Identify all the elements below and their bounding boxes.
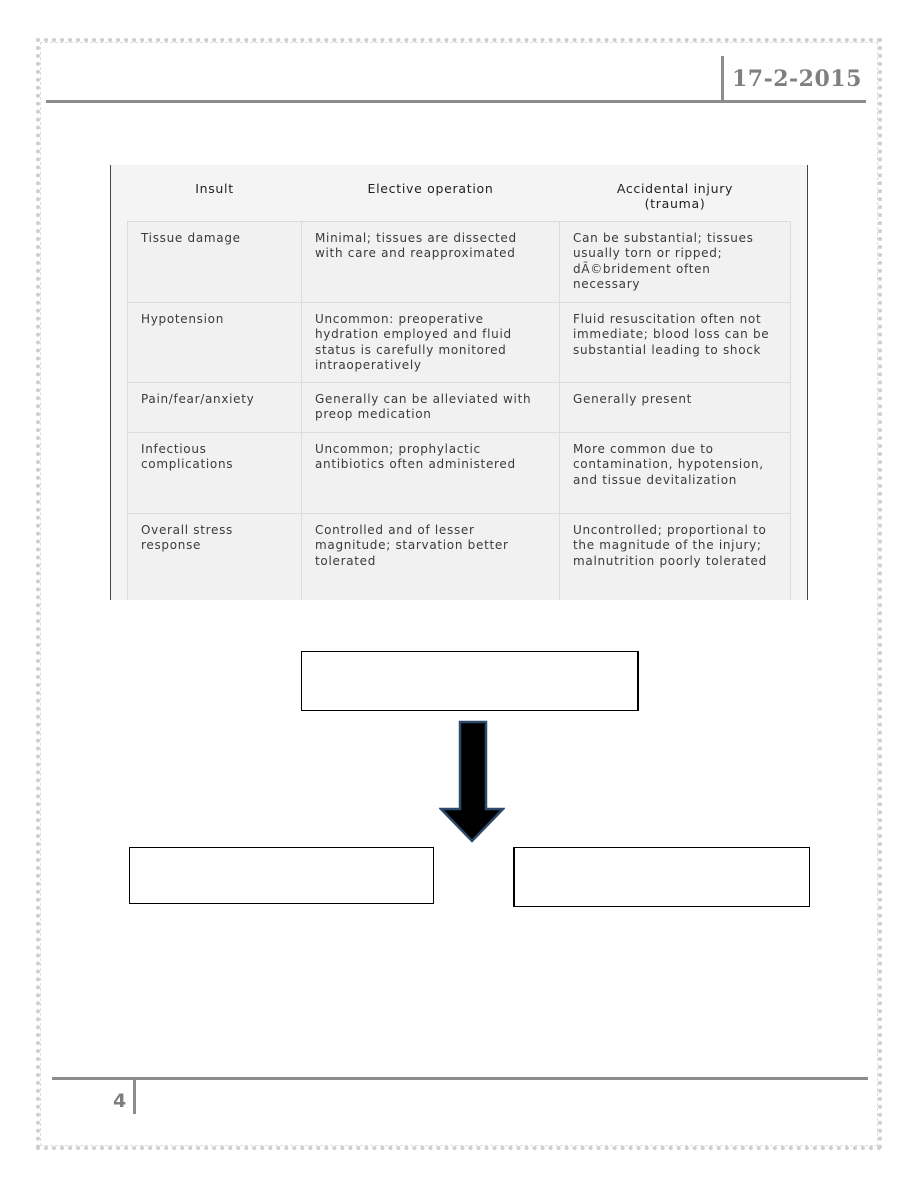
cell-insult: Overall stress response	[128, 514, 302, 601]
cell-elective: Controlled and of lesser magnitude; starvation better tolerated	[302, 514, 560, 601]
cell-accidental: Generally present	[560, 383, 791, 433]
cell-insult: Infectious complications	[128, 433, 302, 514]
comparison-table	[127, 173, 791, 600]
cell-elective: Uncommon; prophylactic antibiotics often administered	[302, 433, 560, 514]
column-header-elective: Elective operation	[367, 181, 494, 196]
column-header-insult: Insult	[195, 181, 234, 196]
column-header-accidental: Accidental injury (trauma)	[616, 181, 734, 211]
table-header-row	[128, 173, 791, 222]
cell-insult: Pain/fear/anxiety	[128, 383, 302, 433]
footer-divider	[133, 1077, 136, 1114]
flow-right-box	[513, 847, 810, 907]
page-number: 4	[113, 1090, 127, 1112]
table-row	[128, 383, 791, 433]
cell-accidental: Fluid resuscitation often not immediate; blood loss can be substantial leading to shock	[560, 303, 791, 383]
stress-comparison-table	[110, 165, 808, 600]
header-divider	[721, 56, 724, 102]
down-arrow-icon	[439, 720, 505, 844]
cell-insult: Tissue damage	[128, 222, 302, 303]
header-date: 17-2-2015	[732, 66, 862, 92]
flow-top-box	[301, 651, 639, 711]
cell-accidental: More common due to contamination, hypotension, and tissue devitalization	[560, 433, 791, 514]
down-arrow-shape	[441, 722, 503, 841]
footer-rule	[52, 1077, 868, 1080]
header-rule	[46, 100, 866, 103]
table-row	[128, 303, 791, 383]
cell-accidental: Uncontrolled; proportional to the magnitude of the injury; malnutrition poorly tolerated	[560, 514, 791, 601]
cell-insult: Hypotension	[128, 303, 302, 383]
table-row	[128, 222, 791, 303]
table-row	[128, 514, 791, 601]
cell-elective: Minimal; tissues are dissected with care and reapproximated	[302, 222, 560, 303]
flow-left-box	[129, 847, 434, 904]
cell-elective: Generally can be alleviated with preop medication	[302, 383, 560, 433]
table-row	[128, 433, 791, 514]
cell-accidental: Can be substantial; tissues usually torn or ripped; dÃ©bridement often necessary	[560, 222, 791, 303]
cell-elective: Uncommon: preoperative hydration employed and fluid status is carefully monitored intraoperatively	[302, 303, 560, 383]
